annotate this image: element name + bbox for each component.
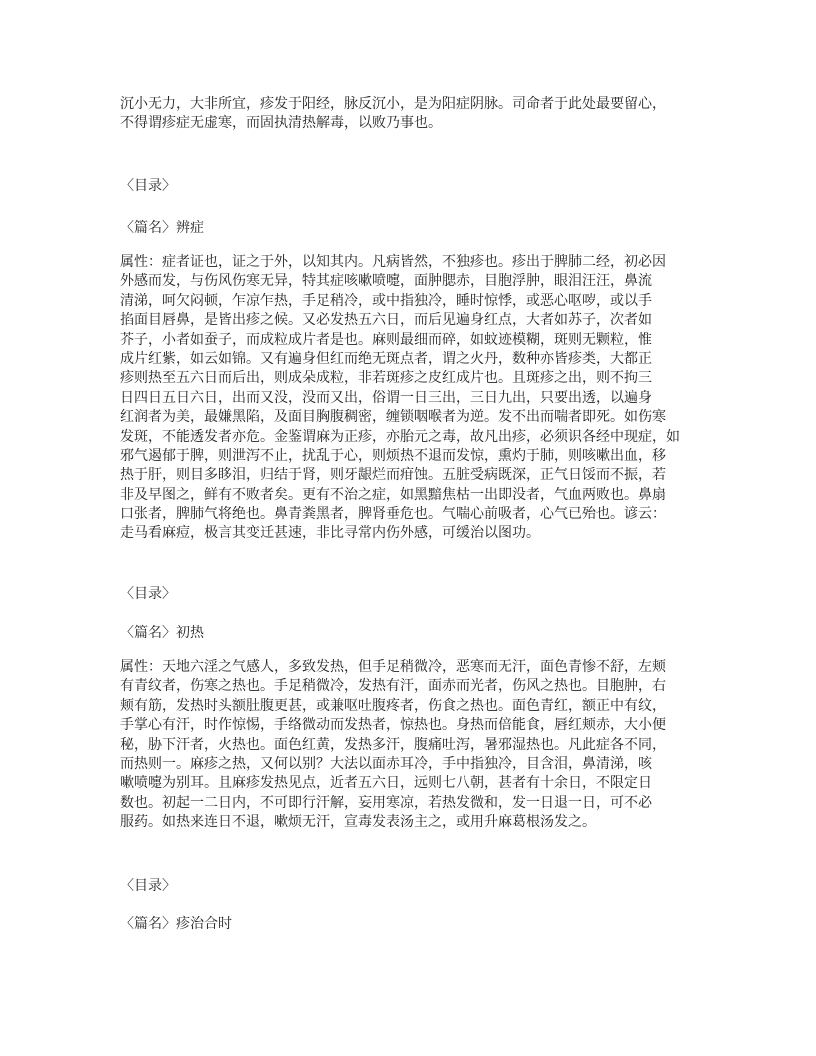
text-line: 嗽喷嚏为别耳。且麻疹发热见点，近者五六日，远则七八朝，甚者有十余日，不限定日	[120, 775, 652, 792]
section-title: 〈篇名〉疹治合时	[120, 916, 232, 932]
section-title: 〈篇名〉辨症	[120, 220, 204, 236]
section-title: 〈篇名〉初热	[120, 625, 204, 641]
text-line: 外感而发，与伤风伤寒无异，特其症咳嗽喷嚏，面肿腮赤，目胞浮肿，眼泪汪汪，鼻流	[120, 273, 652, 290]
section-body	[120, 658, 666, 833]
text-line: 数也。初起一二日内，不可即行汗解，妄用寒凉，若热发微和，发一日退一日，可不必	[120, 794, 652, 811]
toc-heading: 〈目录〉	[120, 586, 176, 602]
intro-paragraph	[120, 95, 666, 134]
text-line: 沉小无力，大非所宜，疹发于阳经，脉反沉小，是为阳症阴脉。司命者于此处最要留心，	[120, 96, 666, 112]
toc-heading: 〈目录〉	[120, 878, 176, 894]
text-line: 清涕，呵欠闷顿，乍凉乍热，手足稍冷，或中指独冷，睡时惊悸，或恶心呕哕，或以手	[120, 292, 652, 309]
text-line: 口张者，脾肺气将绝也。鼻青粪黑者，脾肾垂危也。气喘心前吸者，心气已殆也。谚云：	[120, 506, 666, 523]
text-line: 成片红紫，如云如锦。又有遍身但红而绝无斑点者，谓之火丹，数种亦皆疹类，大都正	[120, 350, 652, 367]
text-line: 有青纹者，伤寒之热也。手足稍微冷，发热有汗，面赤而光者，伤风之热也。目胞肿，右	[120, 678, 666, 695]
text-line: 属性：症者证也，证之于外，以知其内。凡病皆然，不独疹也。疹出于脾肺二经，初必因	[120, 254, 666, 270]
text-line: 属性：天地六淫之气感人，多致发热，但手足稍微冷，恶寒而无汗，面色青惨不舒，左颊	[120, 659, 666, 675]
text-line: 手掌心有汗，时作惊惕，手络微动而发热者，惊热也。身热而倍能食，唇红颊赤，大小便	[120, 717, 666, 734]
toc-heading: 〈目录〉	[120, 178, 176, 194]
text-line: 芥子，小者如蚕子，而成粒成片者是也。麻则最细而碎，如蚊迹模糊，斑则无颗粒，惟	[120, 331, 652, 348]
text-line: 服药。如热来连日不退，嗽烦无汗，宣毒发表汤主之，或用升麻葛根汤发之。	[120, 814, 596, 831]
text-line: 秘，胁下汗者，火热也。面色红黄，发热多汗，腹痛吐泻，暑邪湿热也。凡此症各不同，	[120, 736, 666, 753]
text-line: 而热则一。麻疹之热，又何以别？大法以面赤耳冷，手中指独冷，目含泪，鼻清涕，咳	[120, 755, 652, 772]
text-line: 颊有筋，发热时头额肚腹更甚，或兼呕吐腹疼者，伤食之热也。面色青红，额正中有纹，	[120, 697, 666, 714]
section-body	[120, 253, 680, 544]
text-line: 邪气遏郁于脾，则泄泻不止，扰乱于心，则烦热不退而发惊，熏灼于肺，则咳嗽出血，移	[120, 447, 666, 464]
text-line: 非及早图之，鲜有不败者矣。更有不治之症，如黑黯焦枯一出即没者，气血两败也。鼻扇	[120, 486, 666, 503]
text-line: 日四日五日六日，出而又没，没而又出，俗谓一日三出，三日九出，只要出透，以遍身	[120, 389, 652, 406]
text-line: 走马看麻痘，极言其变迁甚速，非比寻常内伤外感，可缓治以图功。	[120, 525, 540, 542]
text-line: 疹则热至五六日而后出，则成朵成粒，非若斑疹之皮红成片也。且斑疹之出，则不拘三	[120, 370, 652, 387]
text-line: 红润者为美，最嫌黑陷，及面目胸腹稠密，缠锁咽喉者为逆。发不出而喘者即死。如伤寒	[120, 409, 666, 426]
text-line: 发斑，不能透发者亦危。金鉴谓麻为正疹，亦胎元之毒，故凡出疹，必须识各经中现症，如	[120, 428, 680, 445]
text-line: 不得谓疹症无虚寒，而固执清热解毒，以败乃事也。	[120, 115, 442, 132]
text-line: 掐面目唇鼻，是皆出疹之候。又必发热五六日，而后见遍身红点，大者如苏子，次者如	[120, 312, 652, 329]
text-line: 热于肝，则目多眵泪，归结于肾，则牙龈烂而疳蚀。五脏受病既深，正气日馁而不振，若	[120, 467, 666, 484]
